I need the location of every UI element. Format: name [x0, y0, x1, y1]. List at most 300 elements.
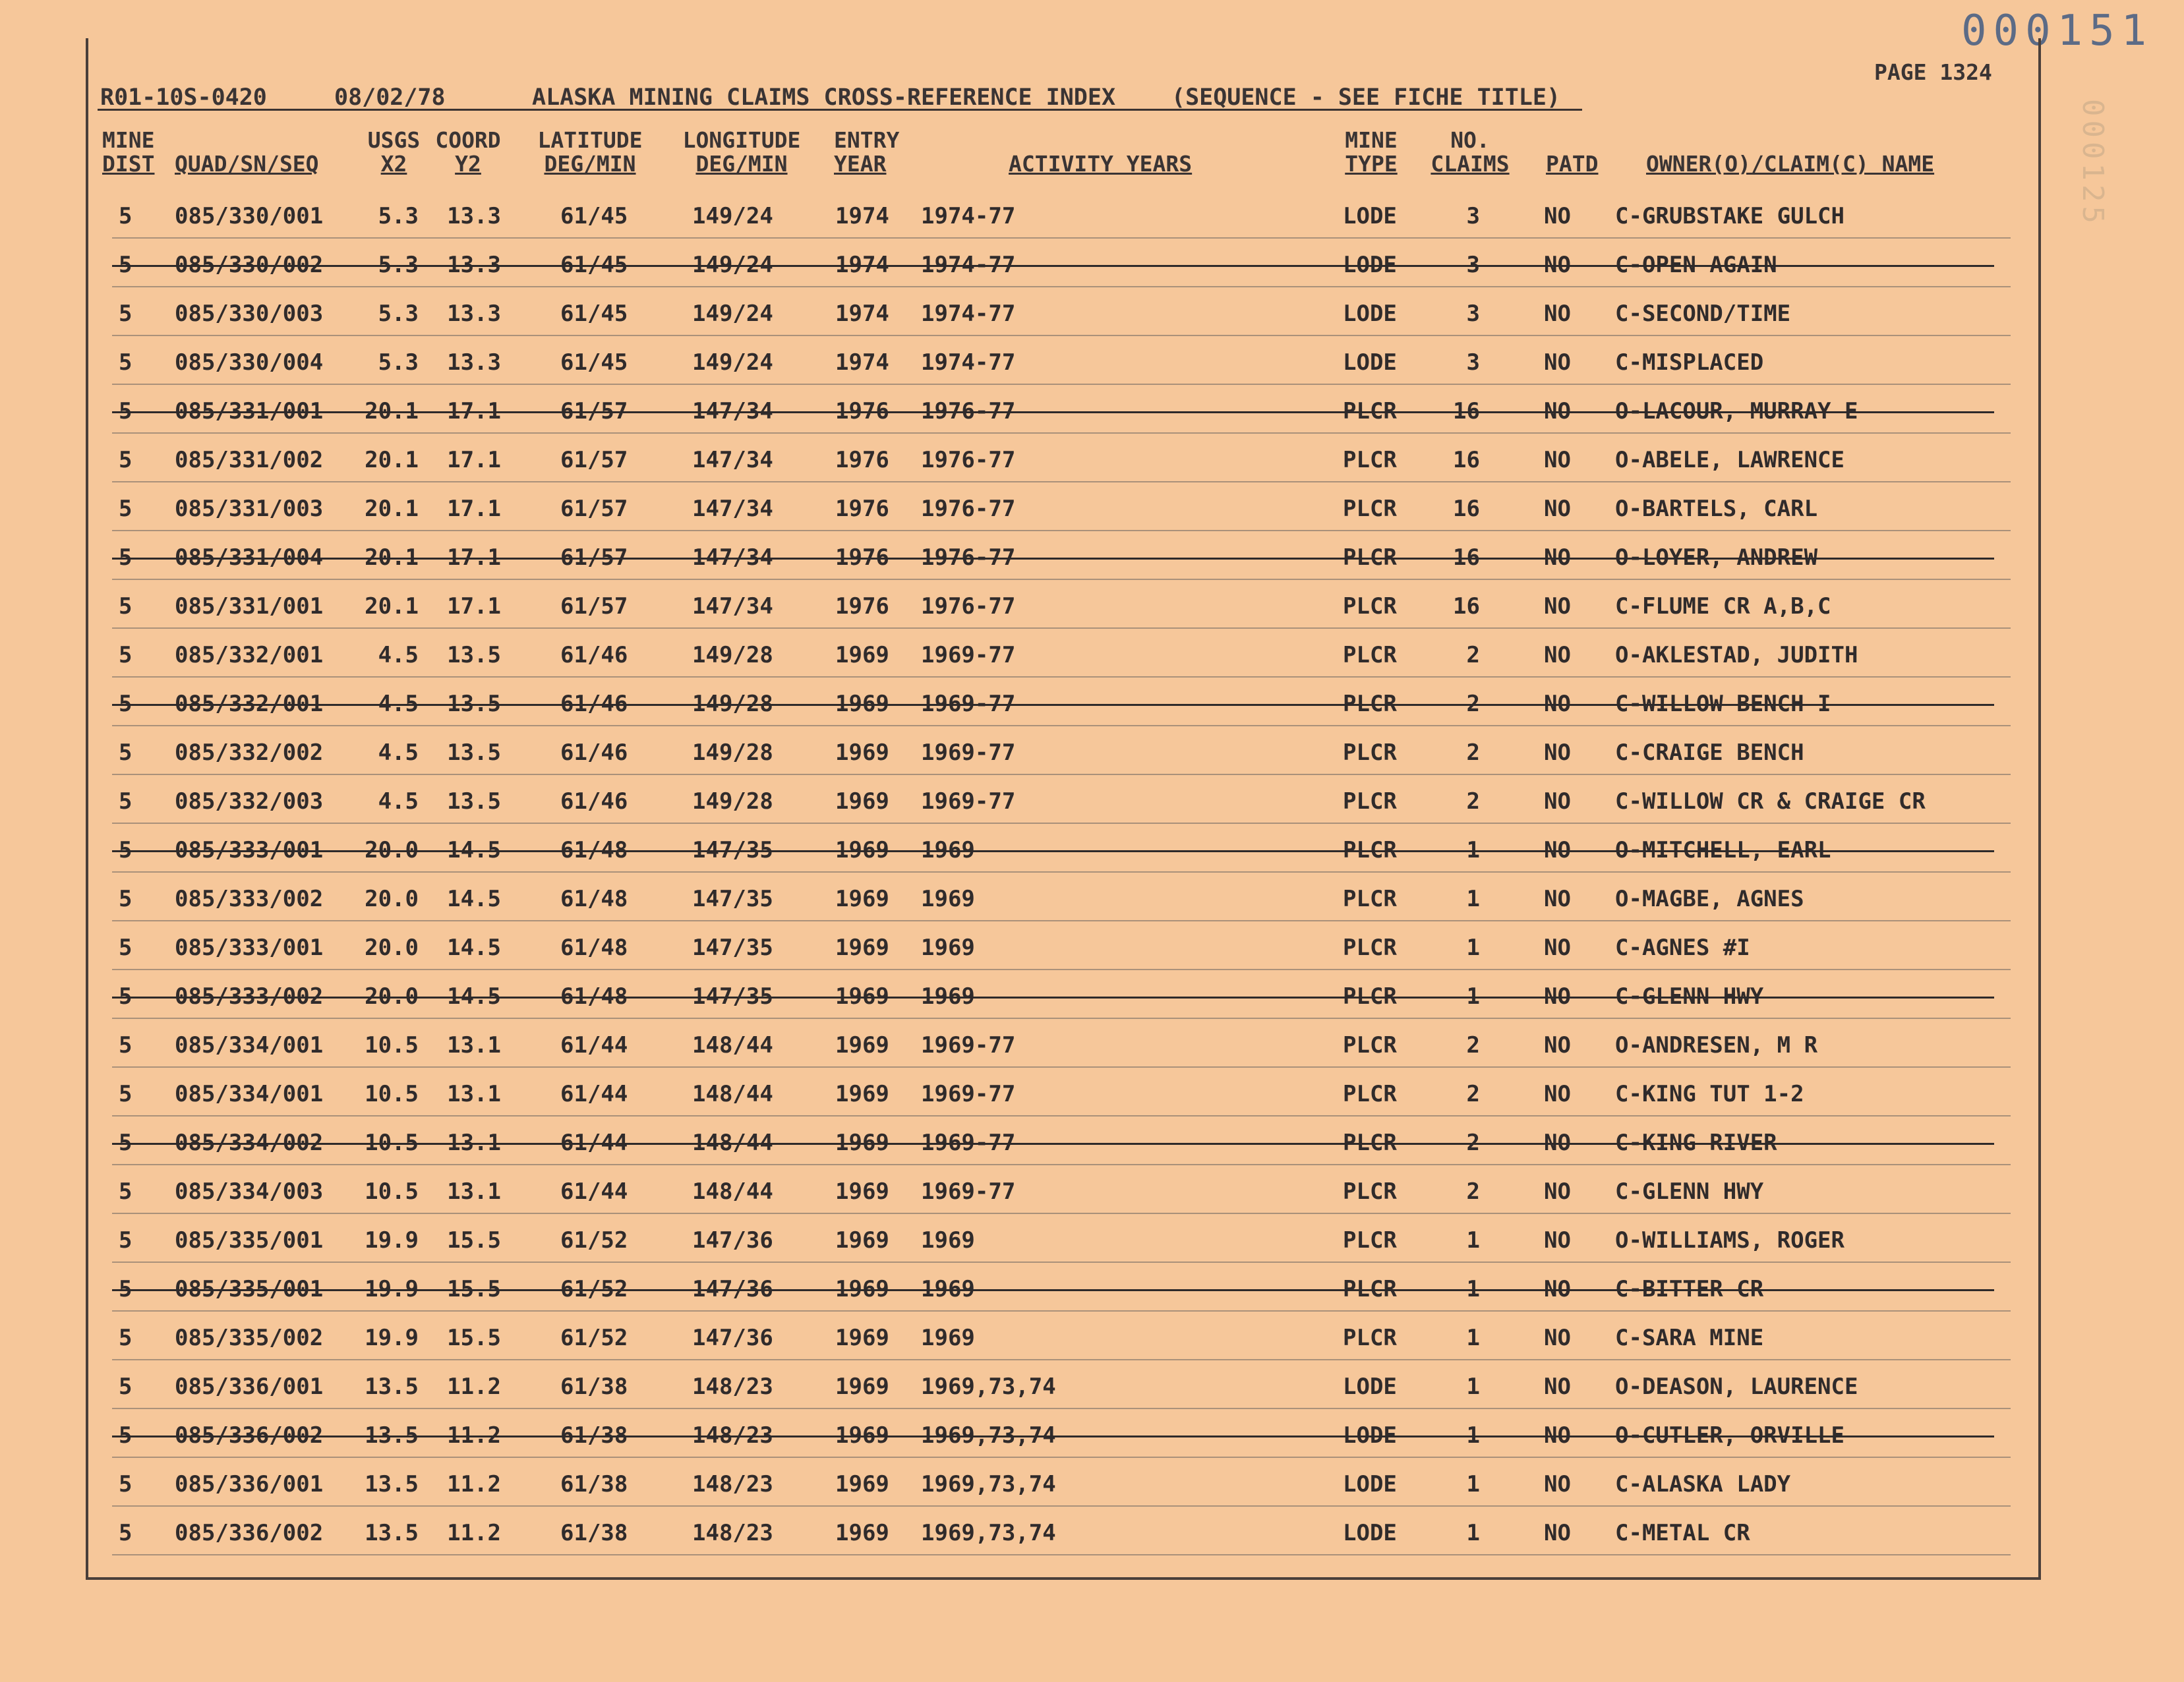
- cell-lat: 61/48: [560, 983, 628, 1010]
- cell-claims: 1: [1466, 1471, 1480, 1497]
- cell-entry: 1974: [835, 203, 889, 229]
- cell-entry: 1974: [835, 349, 889, 376]
- cell-name: C-GRUBSTAKE GULCH: [1615, 203, 1845, 229]
- page-number: PAGE 1324: [1874, 59, 1992, 85]
- cell-activity: 1969,73,74: [921, 1422, 1056, 1449]
- cell-y2: 13.3: [447, 301, 501, 327]
- cell-lon: 147/35: [692, 886, 773, 912]
- cell-activity: 1969: [921, 983, 975, 1010]
- cell-x2: 4.5: [378, 788, 419, 815]
- table-row: [99, 1362, 2011, 1408]
- cell-claims: 1: [1466, 983, 1480, 1010]
- cell-quad: 085/332/002: [175, 740, 324, 766]
- cell-type: LODE: [1343, 1471, 1397, 1497]
- cell-dist: 5: [119, 1130, 133, 1156]
- cell-quad: 085/335/002: [175, 1325, 324, 1351]
- column-header-line-1: NO.: [1450, 127, 1490, 153]
- table-row: [99, 1313, 2011, 1359]
- cell-type: LODE: [1343, 301, 1397, 327]
- cell-y2: 17.1: [447, 544, 501, 571]
- cell-dist: 5: [119, 837, 133, 863]
- cell-lon: 149/28: [692, 788, 773, 815]
- cell-lat: 61/38: [560, 1520, 628, 1546]
- cell-name: C-WILLOW CR & CRAIGE CR: [1615, 788, 1926, 815]
- cell-type: LODE: [1343, 1520, 1397, 1546]
- cell-entry: 1969: [835, 740, 889, 766]
- cell-dist: 5: [119, 349, 133, 376]
- table-row: [99, 240, 2011, 286]
- cell-activity: 1969-77: [921, 1178, 1016, 1205]
- table-row: [99, 386, 2011, 432]
- cell-patd: NO: [1544, 1081, 1571, 1107]
- cell-y2: 13.3: [447, 203, 501, 229]
- column-header-line-2: DEG/MIN: [695, 151, 788, 177]
- cell-name: C-CRAIGE BENCH: [1615, 740, 1804, 766]
- cell-claims: 3: [1466, 301, 1480, 327]
- cell-patd: NO: [1544, 837, 1571, 863]
- cell-patd: NO: [1544, 1471, 1571, 1497]
- cell-entry: 1976: [835, 398, 889, 424]
- cell-dist: 5: [119, 1227, 133, 1254]
- table-row: [99, 484, 2011, 530]
- cell-x2: 5.3: [378, 203, 419, 229]
- row-rule: [112, 237, 2011, 239]
- cell-quad: 085/332/003: [175, 788, 324, 815]
- cell-type: PLCR: [1343, 544, 1397, 571]
- table-row: [99, 776, 2011, 823]
- cell-dist: 5: [119, 1032, 133, 1058]
- cell-type: PLCR: [1343, 935, 1397, 961]
- cell-activity: 1969: [921, 1276, 975, 1302]
- column-header-line-2: ACTIVITY YEARS: [1009, 151, 1193, 177]
- cell-type: PLCR: [1343, 788, 1397, 815]
- cell-lon: 148/23: [692, 1520, 773, 1546]
- cell-lon: 149/24: [692, 301, 773, 327]
- table-row: [99, 679, 2011, 725]
- cell-lon: 148/44: [692, 1081, 773, 1107]
- cell-quad: 085/331/002: [175, 447, 324, 473]
- cell-quad: 085/335/001: [175, 1227, 324, 1254]
- cell-activity: 1969,73,74: [921, 1471, 1056, 1497]
- cell-name: C-SARA MINE: [1615, 1325, 1764, 1351]
- row-rule: [112, 725, 2011, 726]
- cell-lon: 148/23: [692, 1471, 773, 1497]
- column-header-activity-years: [1009, 129, 1192, 176]
- cell-entry: 1976: [835, 496, 889, 522]
- cell-claims: 2: [1466, 1032, 1480, 1058]
- cell-name: C-WILLOW BENCH I: [1615, 691, 1831, 717]
- cell-lat: 61/38: [560, 1471, 628, 1497]
- cell-dist: 5: [119, 398, 133, 424]
- cell-type: PLCR: [1343, 447, 1397, 473]
- cell-x2: 10.5: [365, 1130, 419, 1156]
- cell-x2: 4.5: [378, 642, 419, 668]
- cell-lon: 149/24: [692, 252, 773, 278]
- table-row: [99, 1069, 2011, 1115]
- column-header-line-2: OWNER(O)/CLAIM(C) NAME: [1646, 151, 1935, 177]
- cell-x2: 4.5: [378, 740, 419, 766]
- cell-quad: 085/334/001: [175, 1032, 324, 1058]
- cell-activity: 1969: [921, 837, 975, 863]
- column-header-line-2: YEAR: [834, 151, 887, 177]
- cell-x2: 20.0: [365, 886, 419, 912]
- column-header-longitude: [676, 129, 808, 176]
- cell-x2: 5.3: [378, 349, 419, 376]
- header-rule: [98, 109, 1582, 111]
- cell-x2: 20.1: [365, 447, 419, 473]
- cell-quad: 085/336/002: [175, 1520, 324, 1546]
- cell-dist: 5: [119, 447, 133, 473]
- cell-patd: NO: [1544, 1032, 1571, 1058]
- cell-activity: 1974-77: [921, 252, 1016, 278]
- table-row: [99, 1508, 2011, 1554]
- cell-entry: 1969: [835, 1130, 889, 1156]
- cell-name: C-ALASKA LADY: [1615, 1471, 1791, 1497]
- cell-activity: 1969-77: [921, 1032, 1016, 1058]
- cell-type: PLCR: [1343, 642, 1397, 668]
- cell-patd: NO: [1544, 593, 1571, 620]
- cell-entry: 1969: [835, 1520, 889, 1546]
- table-row: [99, 191, 2011, 237]
- cell-activity: 1969-77: [921, 691, 1016, 717]
- cell-entry: 1969: [835, 983, 889, 1010]
- cell-claims: 1: [1466, 935, 1480, 961]
- cell-name: O-ABELE, LAWRENCE: [1615, 447, 1845, 473]
- page-stamp: 000151: [1961, 7, 2154, 55]
- cell-y2: 13.3: [447, 252, 501, 278]
- cell-claims: 1: [1466, 1374, 1480, 1400]
- column-header-entry-year: [834, 129, 899, 176]
- table-row: [99, 289, 2011, 335]
- cell-type: PLCR: [1343, 837, 1397, 863]
- cell-quad: 085/333/001: [175, 935, 324, 961]
- cell-dist: 5: [119, 1422, 133, 1449]
- cell-entry: 1969: [835, 935, 889, 961]
- cell-dist: 5: [119, 691, 133, 717]
- cell-entry: 1974: [835, 301, 889, 327]
- cell-claims: 2: [1466, 1081, 1480, 1107]
- cell-claims: 2: [1466, 642, 1480, 668]
- cell-lat: 61/44: [560, 1130, 628, 1156]
- cell-patd: NO: [1544, 1520, 1571, 1546]
- cell-claims: 1: [1466, 1422, 1480, 1449]
- cell-quad: 085/336/001: [175, 1471, 324, 1497]
- cell-quad: 085/336/002: [175, 1422, 324, 1449]
- cell-lon: 147/36: [692, 1227, 773, 1254]
- cell-dist: 5: [119, 886, 133, 912]
- cell-entry: 1969: [835, 1374, 889, 1400]
- cell-quad: 085/332/001: [175, 691, 324, 717]
- cell-claims: 1: [1466, 1276, 1480, 1302]
- row-rule: [112, 920, 2011, 921]
- cell-type: LODE: [1343, 349, 1397, 376]
- cell-y2: 13.1: [447, 1178, 501, 1205]
- column-header-line-2: DIST: [102, 151, 155, 177]
- cell-type: LODE: [1343, 252, 1397, 278]
- cell-y2: 14.5: [447, 935, 501, 961]
- cell-lon: 148/44: [692, 1178, 773, 1205]
- cell-quad: 085/335/001: [175, 1276, 324, 1302]
- cell-activity: 1969: [921, 935, 975, 961]
- cell-patd: NO: [1544, 1325, 1571, 1351]
- cell-y2: 13.3: [447, 349, 501, 376]
- cell-lat: 61/46: [560, 691, 628, 717]
- cell-claims: 1: [1466, 1520, 1480, 1546]
- cell-type: PLCR: [1343, 1081, 1397, 1107]
- cell-y2: 13.1: [447, 1130, 501, 1156]
- table-row: [99, 1459, 2011, 1505]
- cell-dist: 5: [119, 1178, 133, 1205]
- row-rule: [112, 530, 2011, 531]
- cell-y2: 15.5: [447, 1227, 501, 1254]
- row-rule: [112, 1066, 2011, 1068]
- report-date: 08/02/78: [334, 84, 446, 111]
- cell-name: O-ANDRESEN, M R: [1615, 1032, 1818, 1058]
- row-rule: [112, 1018, 2011, 1019]
- cell-x2: 13.5: [365, 1471, 419, 1497]
- table-row: [99, 1167, 2011, 1213]
- cell-lon: 148/44: [692, 1032, 773, 1058]
- cell-lat: 61/52: [560, 1325, 628, 1351]
- cell-type: PLCR: [1343, 740, 1397, 766]
- cell-y2: 17.1: [447, 398, 501, 424]
- cell-dist: 5: [119, 935, 133, 961]
- cell-lon: 149/28: [692, 740, 773, 766]
- cell-name: C-MISPLACED: [1615, 349, 1764, 376]
- column-header-mine-dist: [102, 129, 154, 176]
- cell-x2: 20.1: [365, 496, 419, 522]
- row-rule: [112, 676, 2011, 678]
- cell-patd: NO: [1544, 496, 1571, 522]
- cell-lat: 61/45: [560, 252, 628, 278]
- cell-name: O-WILLIAMS, ROGER: [1615, 1227, 1845, 1254]
- cell-type: PLCR: [1343, 593, 1397, 620]
- cell-type: PLCR: [1343, 886, 1397, 912]
- cell-activity: 1969,73,74: [921, 1374, 1056, 1400]
- cell-dist: 5: [119, 1374, 133, 1400]
- row-rule: [112, 1505, 2011, 1507]
- row-rule: [112, 335, 2011, 336]
- cell-entry: 1969: [835, 642, 889, 668]
- cell-patd: NO: [1544, 1276, 1571, 1302]
- report-sequence: (SEQUENCE - SEE FICHE TITLE): [1171, 84, 1561, 111]
- report-title: ALASKA MINING CLAIMS CROSS-REFERENCE INDEX: [532, 84, 1116, 111]
- cell-lon: 147/35: [692, 935, 773, 961]
- table-row: [99, 874, 2011, 920]
- cell-x2: 20.1: [365, 593, 419, 620]
- cell-y2: 11.2: [447, 1422, 501, 1449]
- column-header-line-2: X2: [380, 151, 407, 177]
- cell-type: PLCR: [1343, 1130, 1397, 1156]
- column-header-line-2: QUAD/SN/SEQ: [175, 151, 319, 177]
- cell-type: PLCR: [1343, 1032, 1397, 1058]
- row-rule: [112, 384, 2011, 385]
- column-header-line-2: PATD: [1546, 151, 1599, 177]
- column-header-patd: [1546, 129, 1598, 176]
- cell-name: O-MAGBE, AGNES: [1615, 886, 1804, 912]
- cell-name: O-MITCHELL, EARL: [1615, 837, 1831, 863]
- cell-name: O-AKLESTAD, JUDITH: [1615, 642, 1858, 668]
- cell-y2: 14.5: [447, 983, 501, 1010]
- cell-claims: 2: [1466, 788, 1480, 815]
- row-rule: [112, 871, 2011, 873]
- cell-entry: 1969: [835, 691, 889, 717]
- table-row: [99, 1264, 2011, 1310]
- cell-lat: 61/57: [560, 447, 628, 473]
- cell-type: PLCR: [1343, 691, 1397, 717]
- cell-name: C-FLUME CR A,B,C: [1615, 593, 1831, 620]
- cell-patd: NO: [1544, 544, 1571, 571]
- column-header-line-1: USGS: [367, 127, 421, 153]
- column-header-line-2: TYPE: [1345, 151, 1398, 177]
- cell-activity: 1974-77: [921, 203, 1016, 229]
- cell-patd: NO: [1544, 1374, 1571, 1400]
- cell-x2: 10.5: [365, 1081, 419, 1107]
- cell-lon: 149/28: [692, 691, 773, 717]
- cell-lat: 61/48: [560, 935, 628, 961]
- cell-activity: 1969-77: [921, 1130, 1016, 1156]
- cell-lat: 61/46: [560, 740, 628, 766]
- cell-dist: 5: [119, 496, 133, 522]
- column-header-usgs-x2: [363, 129, 425, 176]
- cell-patd: NO: [1544, 252, 1571, 278]
- cell-quad: 085/331/003: [175, 496, 324, 522]
- cell-quad: 085/331/004: [175, 544, 324, 571]
- cell-y2: 17.1: [447, 447, 501, 473]
- cell-lon: 147/36: [692, 1325, 773, 1351]
- cell-x2: 19.9: [365, 1276, 419, 1302]
- cell-activity: 1969-77: [921, 1081, 1016, 1107]
- cell-x2: 13.5: [365, 1374, 419, 1400]
- cell-type: LODE: [1343, 1422, 1397, 1449]
- cell-entry: 1969: [835, 1081, 889, 1107]
- cell-entry: 1976: [835, 447, 889, 473]
- cell-dist: 5: [119, 1081, 133, 1107]
- table-row: [99, 533, 2011, 579]
- cell-activity: 1969-77: [921, 642, 1016, 668]
- cell-activity: 1969: [921, 886, 975, 912]
- cell-entry: 1969: [835, 1178, 889, 1205]
- cell-quad: 085/330/004: [175, 349, 324, 376]
- cell-claims: 3: [1466, 203, 1480, 229]
- cell-x2: 20.1: [365, 398, 419, 424]
- cell-y2: 14.5: [447, 837, 501, 863]
- cell-lat: 61/44: [560, 1081, 628, 1107]
- column-header-latitude: [531, 129, 649, 176]
- cell-activity: 1974-77: [921, 349, 1016, 376]
- cell-dist: 5: [119, 203, 133, 229]
- cell-patd: NO: [1544, 935, 1571, 961]
- cell-dist: 5: [119, 1276, 133, 1302]
- table-row: [99, 972, 2011, 1018]
- cell-activity: 1976-77: [921, 544, 1016, 571]
- cell-entry: 1976: [835, 544, 889, 571]
- cell-lon: 148/23: [692, 1374, 773, 1400]
- column-header-coord-y2: [432, 129, 504, 176]
- cell-entry: 1976: [835, 593, 889, 620]
- cell-entry: 1969: [835, 788, 889, 815]
- cell-name: O-LACOUR, MURRAY E: [1615, 398, 1858, 424]
- cell-lat: 61/45: [560, 301, 628, 327]
- cell-activity: 1974-77: [921, 301, 1016, 327]
- column-header-quad: [175, 129, 319, 176]
- column-header-owner-claim: [1646, 129, 1934, 176]
- cell-quad: 085/333/001: [175, 837, 324, 863]
- column-header-line-2: CLAIMS: [1431, 151, 1510, 177]
- cell-claims: 1: [1466, 837, 1480, 863]
- table-row: [99, 337, 2011, 384]
- cell-lat: 61/57: [560, 496, 628, 522]
- cell-activity: 1969-77: [921, 788, 1016, 815]
- cell-patd: NO: [1544, 398, 1571, 424]
- row-rule: [112, 481, 2011, 482]
- cell-patd: NO: [1544, 1130, 1571, 1156]
- cell-name: C-SECOND/TIME: [1615, 301, 1791, 327]
- cell-quad: 085/331/001: [175, 593, 324, 620]
- cell-patd: NO: [1544, 203, 1571, 229]
- table-row: [99, 1020, 2011, 1066]
- cell-quad: 085/333/002: [175, 886, 324, 912]
- table-row: [99, 630, 2011, 676]
- cell-x2: 20.0: [365, 935, 419, 961]
- cell-patd: NO: [1544, 1227, 1571, 1254]
- cell-patd: NO: [1544, 349, 1571, 376]
- cell-lat: 61/38: [560, 1374, 628, 1400]
- column-header-line-1: MINE: [102, 127, 155, 153]
- cell-patd: NO: [1544, 691, 1571, 717]
- cell-y2: 13.1: [447, 1032, 501, 1058]
- cell-dist: 5: [119, 593, 133, 620]
- cell-type: LODE: [1343, 203, 1397, 229]
- cell-dist: 5: [119, 1520, 133, 1546]
- cell-activity: 1976-77: [921, 447, 1016, 473]
- cell-claims: 2: [1466, 1178, 1480, 1205]
- row-rule: [112, 823, 2011, 824]
- table-row: [99, 581, 2011, 627]
- cell-lat: 61/45: [560, 203, 628, 229]
- cell-claims: 16: [1453, 447, 1480, 473]
- row-rule: [112, 1554, 2011, 1555]
- cell-y2: 11.2: [447, 1374, 501, 1400]
- table-row: [99, 923, 2011, 969]
- cell-dist: 5: [119, 642, 133, 668]
- cell-x2: 20.1: [365, 544, 419, 571]
- cell-lat: 61/52: [560, 1227, 628, 1254]
- cell-claims: 2: [1466, 691, 1480, 717]
- cell-lon: 147/35: [692, 837, 773, 863]
- cell-y2: 17.1: [447, 593, 501, 620]
- table-row: [99, 728, 2011, 774]
- cell-claims: 3: [1466, 252, 1480, 278]
- cell-entry: 1974: [835, 252, 889, 278]
- table-row: [99, 1215, 2011, 1262]
- cell-name: C-KING RIVER: [1615, 1130, 1777, 1156]
- cell-activity: 1969: [921, 1325, 975, 1351]
- cell-lat: 61/44: [560, 1178, 628, 1205]
- cell-patd: NO: [1544, 642, 1571, 668]
- table-row: [99, 435, 2011, 481]
- cell-x2: 19.9: [365, 1227, 419, 1254]
- report-id: R01-10S-0420: [100, 84, 267, 111]
- cell-lat: 61/46: [560, 642, 628, 668]
- cell-type: LODE: [1343, 1374, 1397, 1400]
- cell-lat: 61/57: [560, 544, 628, 571]
- table-row: [99, 1118, 2011, 1164]
- row-rule: [112, 1457, 2011, 1458]
- cell-patd: NO: [1544, 1422, 1571, 1449]
- cell-patd: NO: [1544, 740, 1571, 766]
- cell-name: C-KING TUT 1-2: [1615, 1081, 1804, 1107]
